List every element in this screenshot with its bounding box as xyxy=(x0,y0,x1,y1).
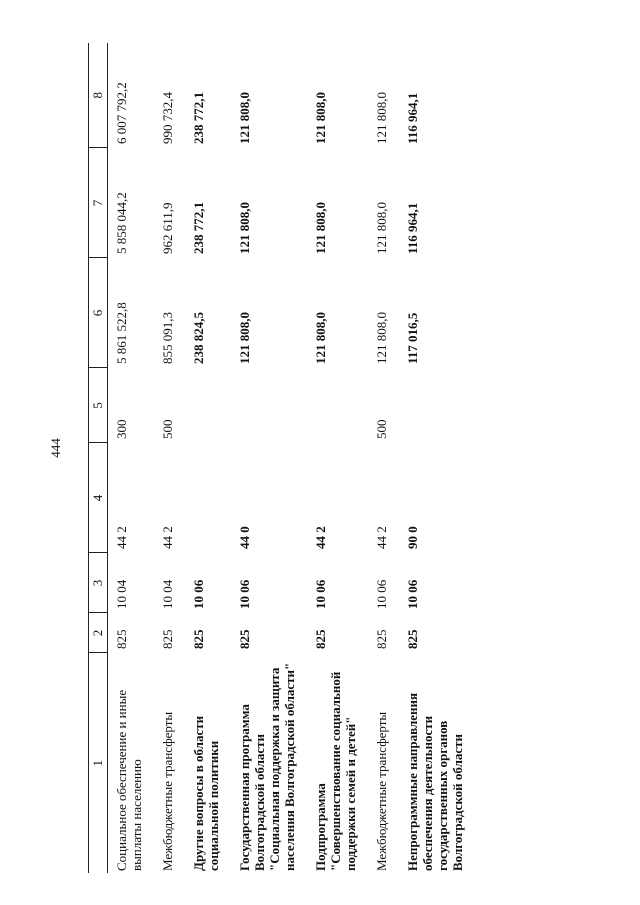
value-cell-4: 44 2 xyxy=(160,526,175,549)
row-name-cell: Социальное обеспечение и иные выплаты населению xyxy=(114,689,144,871)
value-cell-8: 121 808,0 xyxy=(374,92,389,144)
header-cell: 3 xyxy=(89,553,108,613)
value-cell-5 xyxy=(307,368,368,443)
value-cell-6: 121 808,0 xyxy=(313,312,328,364)
header-cell: 7 xyxy=(89,148,108,258)
value-cell-5 xyxy=(399,368,475,443)
value-cell-3: 10 04 xyxy=(160,579,175,609)
table-row xyxy=(307,43,368,873)
value-cell-2: 825 xyxy=(313,629,328,649)
value-cell-6: 855 091,3 xyxy=(160,312,175,364)
header-cell: 1 xyxy=(89,653,108,873)
value-cell-6: 238 824,5 xyxy=(191,312,206,364)
value-cell-7: 121 808,0 xyxy=(237,202,252,254)
value-cell-8: 116 964,1 xyxy=(405,92,420,144)
value-cell-4: 44 0 xyxy=(237,526,252,549)
value-cell-5: 500 xyxy=(374,419,389,439)
budget-table xyxy=(88,43,475,873)
table-row xyxy=(108,43,155,873)
table-row xyxy=(399,43,475,873)
row-name-cell: Другие вопросы в области социальной политики xyxy=(191,715,221,871)
value-cell-4: 90 0 xyxy=(405,526,420,549)
header-cell: 8 xyxy=(89,43,108,148)
table-row xyxy=(231,43,307,873)
value-cell-4: 44 2 xyxy=(374,526,389,549)
value-cell-3: 10 06 xyxy=(374,579,389,609)
value-cell-5: 300 xyxy=(114,419,129,439)
value-cell-6: 121 808,0 xyxy=(374,312,389,364)
row-name-cell: Непрограммные направления обеспечения деятельности государственных органов Волгоградской области xyxy=(405,692,465,871)
header-cell: 2 xyxy=(89,613,108,653)
value-cell-8: 6 007 792,2 xyxy=(114,82,129,144)
value-cell-7: 962 611,9 xyxy=(160,202,175,254)
header-cell: 5 xyxy=(89,368,108,443)
value-cell-6: 117 016,5 xyxy=(405,312,420,364)
value-cell-3: 10 06 xyxy=(191,579,206,609)
value-cell-8: 121 808,0 xyxy=(313,92,328,144)
value-cell-2: 825 xyxy=(237,629,252,649)
value-cell-6: 121 808,0 xyxy=(237,312,252,364)
row-name-cell: Государственная программа Волгоградской области "Социальная поддержка и защита населения Волгоградской области" xyxy=(237,662,297,871)
value-cell-3: 10 06 xyxy=(313,579,328,609)
row-name-cell: Подпрограмма "Совершенствование социальной поддержки семей и детей" xyxy=(313,671,358,871)
value-cell-7: 121 808,0 xyxy=(374,202,389,254)
value-cell-3: 10 06 xyxy=(237,579,252,609)
value-cell-2: 825 xyxy=(191,629,206,649)
value-cell-8: 238 772,1 xyxy=(191,92,206,144)
table-row xyxy=(185,43,231,873)
value-cell-6: 5 861 522,8 xyxy=(114,302,129,364)
value-cell-5 xyxy=(185,368,231,443)
value-cell-7: 121 808,0 xyxy=(313,202,328,254)
header-cell: 4 xyxy=(89,443,108,553)
row-name-cell: Межбюджетные трансферты xyxy=(374,711,389,871)
value-cell-8: 121 808,0 xyxy=(237,92,252,144)
value-cell-4: 44 2 xyxy=(313,526,328,549)
row-name-cell: Межбюджетные трансферты xyxy=(160,711,175,871)
value-cell-7: 238 772,1 xyxy=(191,202,206,254)
value-cell-5 xyxy=(231,368,307,443)
header-row xyxy=(89,43,108,873)
page-number: 444 xyxy=(48,438,63,458)
value-cell-5: 500 xyxy=(160,419,175,439)
value-cell-4: 44 2 xyxy=(114,526,129,549)
header-cell: 6 xyxy=(89,258,108,368)
value-cell-2: 825 xyxy=(405,629,420,649)
value-cell-3: 10 06 xyxy=(405,579,420,609)
value-cell-2: 825 xyxy=(160,629,175,649)
value-cell-7: 5 858 044,2 xyxy=(114,192,129,254)
table-row xyxy=(368,43,399,873)
value-cell-2: 825 xyxy=(114,629,129,649)
value-cell-4 xyxy=(185,443,231,553)
table-row xyxy=(154,43,185,873)
value-cell-7: 116 964,1 xyxy=(405,202,420,254)
value-cell-3: 10 04 xyxy=(114,579,129,609)
value-cell-2: 825 xyxy=(374,629,389,649)
value-cell-8: 990 732,4 xyxy=(160,92,175,144)
